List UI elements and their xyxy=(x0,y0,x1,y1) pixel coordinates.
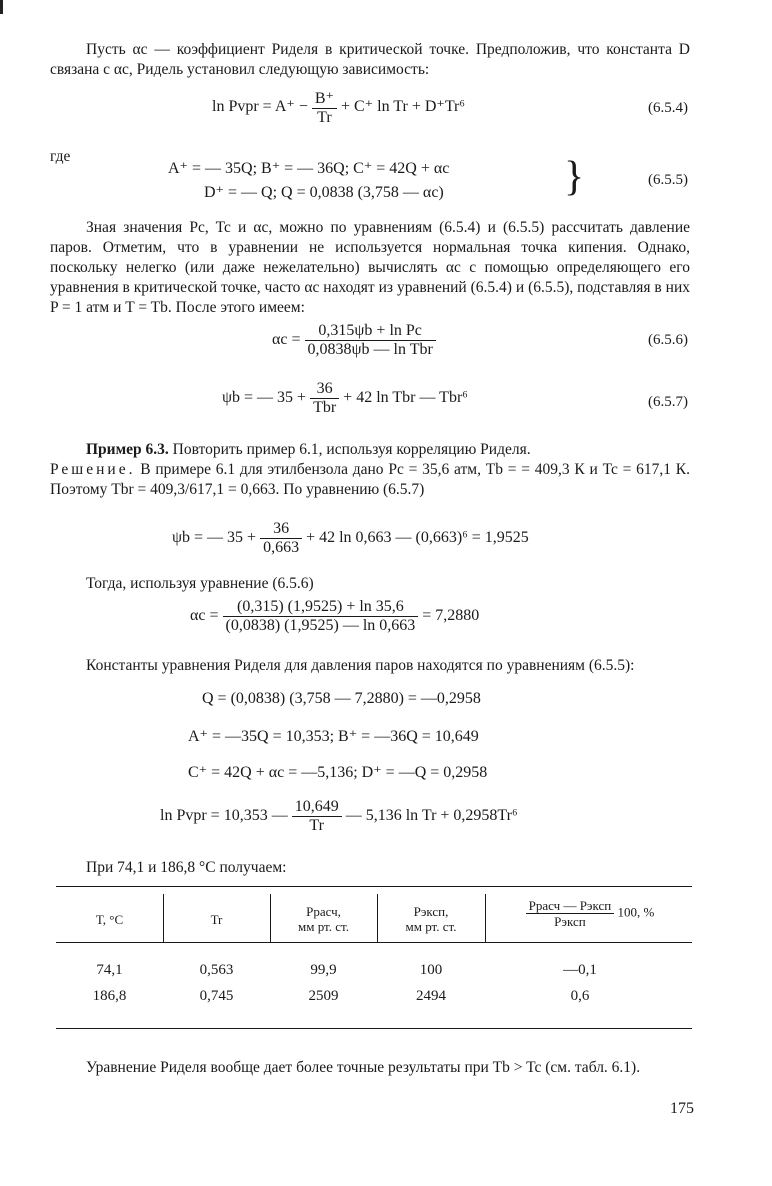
cell-reduced-temperature: 0,745 xyxy=(199,988,234,1004)
intro-paragraph: Пусть αc — коэффициент Риделя в критической точке. Предположив, что константа D связана с αc, Ридель установил следующую зависимость: xyxy=(50,41,690,78)
fraction-denominator: (0,0838) (1,9525) — ln 0,663 xyxy=(223,616,419,635)
eq-lhs: αc = xyxy=(272,331,301,349)
table-header-rule xyxy=(56,942,692,943)
fraction-numerator: B⁺ xyxy=(314,90,334,107)
header-line: мм рт. ст. xyxy=(405,919,457,934)
cell-experimental-pressure: 100 xyxy=(419,962,443,978)
equation-number: (6.5.6) xyxy=(648,332,688,348)
page-number: 175 xyxy=(670,1100,694,1117)
fraction-numerator: 0,315ψb + ln Pc xyxy=(318,322,422,339)
constants-text: Константы уравнения Риделя для давления паров находятся по уравнениям (6.5.5): xyxy=(86,657,635,674)
table-bottom-rule xyxy=(56,1028,692,1029)
eq-rest: + 42 ln Tbr — Tbr⁶ xyxy=(343,389,468,407)
eq-rest: + C⁺ ln Tr + D⁺Tr⁶ xyxy=(340,98,465,116)
equation-6-5-5-line2: D⁺ = — Q; Q = 0,0838 (3,758 — αc) xyxy=(204,184,444,201)
fraction-denominator: 0,0838ψb — ln Tbr xyxy=(305,340,436,359)
solution-label: Решение. xyxy=(50,461,136,478)
equation-6-5-4 xyxy=(212,88,465,127)
header-line: мм рт. ст. xyxy=(298,919,349,934)
final-equation xyxy=(160,798,518,835)
fraction xyxy=(260,520,302,557)
eq-lhs: ln Pvpr = 10,353 — xyxy=(160,807,288,825)
header-line: Pэксп, xyxy=(413,904,449,919)
cell-temperature: 186,8 xyxy=(92,988,127,1004)
cell-calculated-pressure: 2509 xyxy=(308,988,339,1004)
header-tail: 100, % xyxy=(617,904,655,920)
example-text: Повторить пример 6.1, используя корреляцию Риделя. xyxy=(168,441,531,458)
eq-lhs: ψb = — 35 + xyxy=(172,529,257,547)
fraction-denominator: 0,663 xyxy=(260,538,302,557)
fraction-numerator: (0,315) (1,9525) + ln 35,6 xyxy=(237,598,404,615)
equation-number: (6.5.7) xyxy=(648,394,688,410)
header-temperature: T, °C xyxy=(95,912,124,927)
cell-reduced-temperature: 0,563 xyxy=(199,962,234,978)
cell-deviation: —0,1 xyxy=(563,962,597,978)
at-text: При 74,1 и 186,8 °C получаем: xyxy=(86,859,287,876)
cell-deviation: 0,6 xyxy=(570,988,590,1004)
fraction-numerator: 10,649 xyxy=(294,798,339,815)
solution-text: В примере 6.1 для этилбензола дано Pc = 35,6 атм, Tb = = 409,3 К и Tc = 617,1 К. Поэтому Tbr = 409,3/617,1 = 0,663. По уравнению (6.5.7) xyxy=(50,461,690,498)
fraction-denominator: Tbr xyxy=(310,398,339,417)
fraction-denominator: Tr xyxy=(292,816,342,835)
fraction-numerator: 36 xyxy=(273,520,290,537)
eq-rest: + 42 ln 0,663 — (0,663)⁶ = 1,9525 xyxy=(306,529,529,547)
example-block xyxy=(50,440,690,500)
where-label: где xyxy=(50,148,71,165)
q-calculation: Q = (0,0838) (3,758 — 7,2880) = —0,2958 xyxy=(202,690,481,707)
fraction xyxy=(310,380,339,417)
eq-lhs: ψb = — 35 + xyxy=(222,389,307,407)
equation-number: (6.5.4) xyxy=(648,100,688,116)
ab-calculation: A⁺ = —35Q = 10,353; B⁺ = —36Q = 10,649 xyxy=(188,728,479,745)
alpha-calculation xyxy=(190,598,479,635)
equation-number: (6.5.5) xyxy=(648,172,688,188)
fraction xyxy=(312,88,337,127)
header-line: Pрасч, xyxy=(306,904,341,919)
eq-lhs: ln Pvpr = xyxy=(212,98,272,116)
psi-calculation xyxy=(172,520,529,557)
cd-calculation: C⁺ = 42Q + αc = —5,136; D⁺ = —Q = 0,2958 xyxy=(188,764,488,781)
cell-calculated-pressure: 99,9 xyxy=(310,962,337,978)
fraction-denominator: Pэксп xyxy=(526,913,615,929)
equation-6-5-5-line1: A⁺ = — 35Q; B⁺ = — 36Q; C⁺ = 42Q + αc xyxy=(168,160,450,177)
example-title: Пример 6.3. xyxy=(86,441,169,458)
header-experimental-pressure xyxy=(377,904,485,934)
eq-rest: — 5,136 ln Tr + 0,2958Tr⁶ xyxy=(345,807,518,825)
eq-lhs: αc = xyxy=(190,607,219,625)
eq-rest: = 7,2880 xyxy=(422,607,480,625)
header-reduced-temperature: Tr xyxy=(210,912,223,927)
equation-6-5-6 xyxy=(272,322,436,359)
table-top-rule xyxy=(56,886,692,887)
fraction-numerator: Pрасч — Pэксп xyxy=(528,898,612,913)
fraction xyxy=(292,798,342,835)
header-deviation xyxy=(492,898,688,929)
explanation-paragraph: Зная значения Pc, Tc и αc, можно по уравнениям (6.5.4) и (6.5.5) рассчитать давление паров. Отметим, что в уравнении не используется нормальная точка кипения. Однако, поскольку нелегко (или даже нежелательно) вычислять αc с помощью определяющего его уравнения в критической точке, часто αc находят из уравнений (6.5.4) и (6.5.5), подставляя в них P = 1 атм и T = Tb. После этого имеем: xyxy=(50,219,690,316)
closing-paragraph: Уравнение Риделя вообще дает более точные результаты при Tb > Tc (см. табл. 6.1). xyxy=(86,1059,641,1076)
fraction-numerator: 36 xyxy=(316,380,333,397)
eq-term: A⁺ − xyxy=(274,98,308,116)
fraction-denominator: Tr xyxy=(312,108,337,127)
fraction xyxy=(526,898,615,929)
brace-symbol: } xyxy=(564,154,585,200)
scan-edge-mark xyxy=(0,0,3,14)
header-calculated-pressure xyxy=(270,904,377,934)
then-text: Тогда, используя уравнение (6.5.6) xyxy=(86,575,314,592)
cell-experimental-pressure: 2494 xyxy=(416,988,446,1004)
column-divider xyxy=(485,894,486,942)
fraction xyxy=(223,598,419,635)
equation-6-5-7 xyxy=(222,380,468,417)
cell-temperature: 74,1 xyxy=(96,962,123,978)
fraction xyxy=(305,322,436,359)
